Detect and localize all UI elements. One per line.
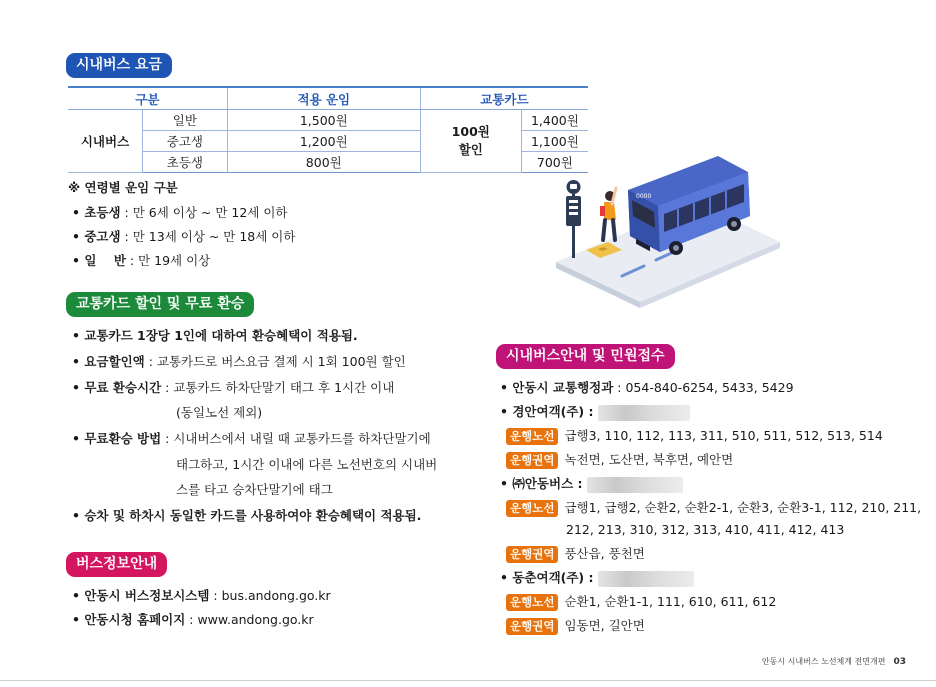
footer-title: 안동시 시내버스 노선체계 전면개편 bbox=[761, 657, 886, 666]
redacted-phone bbox=[587, 477, 683, 493]
company-name: • 경안여객(주) : bbox=[500, 404, 690, 421]
bus-info-item: • 안동시 버스정보시스템 : bus.andong.go.kr bbox=[72, 588, 331, 603]
card-info-subline: (동일노선 제외) bbox=[176, 405, 263, 420]
card-section-title: 교통카드 할인 및 무료 환승 bbox=[66, 292, 254, 317]
table-row bbox=[68, 110, 588, 131]
bus-info-link[interactable]: : bus.andong.go.kr bbox=[209, 588, 331, 603]
card-info-subline: 태그하고, 1시간 이내에 다른 노선번호의 시내버 bbox=[176, 457, 438, 472]
redacted-phone bbox=[598, 405, 690, 421]
header-category: 구분 bbox=[68, 87, 227, 110]
fare-cell: 1,500원 bbox=[227, 110, 420, 131]
guide-section-title: 시내버스안내 및 민원접수 bbox=[496, 344, 675, 369]
card-info-item: • 무료환승 방법 : 시내버스에서 내릴 때 교통카드를 하차단말기에 bbox=[72, 431, 431, 446]
table-header-row bbox=[68, 87, 588, 110]
company-name: • ㈜안동버스 : bbox=[500, 476, 683, 493]
bus-stop-icon bbox=[566, 180, 581, 258]
homepage-link[interactable]: : www.andong.go.kr bbox=[185, 612, 314, 627]
company-routes: 운행노선 급행3, 110, 112, 113, 311, 510, 511, 512, 513, 514 bbox=[506, 428, 883, 445]
company-routes: 운행노선 급행1, 급행2, 순환2, 순환2-1, 순환3, 순환3-1, 112, 210, 211, bbox=[506, 500, 921, 517]
page-footer bbox=[762, 656, 906, 667]
age-note-item: • 일 반 : 만 19세 이상 bbox=[72, 253, 211, 268]
discount-amount: 100원 bbox=[451, 124, 490, 139]
card-info-item: • 교통카드 1장당 1인에 대하여 환승혜택이 적용됨. bbox=[72, 328, 358, 343]
card-info-item: • 요금할인액 : 교통카드로 버스요금 결제 시 1회 100원 할인 bbox=[72, 354, 406, 369]
type-cell: 초등생 bbox=[143, 152, 228, 173]
company-name: • 동춘여객(주) : bbox=[500, 570, 694, 587]
type-cell: 중고생 bbox=[143, 131, 228, 152]
company-area: 운행권역 풍산읍, 풍천면 bbox=[506, 546, 645, 563]
company-area: 운행권역 녹전면, 도산면, 북후면, 예안면 bbox=[506, 452, 733, 469]
type-cell: 일반 bbox=[143, 110, 228, 131]
discount-label: 할인 bbox=[458, 142, 483, 157]
age-note-item: • 초등생 : 만 6세 이상 ~ 만 12세 이하 bbox=[72, 205, 288, 220]
category-cell: 시내버스 bbox=[68, 110, 143, 173]
fare-section-title: 시내버스 요금 bbox=[66, 53, 172, 78]
age-note-title: ※ 연령별 운임 구분 bbox=[68, 180, 178, 195]
fare-cell: 1,200원 bbox=[227, 131, 420, 152]
bus-info-item: • 안동시청 홈페이지 : www.andong.go.kr bbox=[72, 612, 314, 627]
card-info-item: • 무료 환승시간 : 교통카드 하차단말기 태그 후 1시간 이내 bbox=[72, 380, 395, 395]
company-area: 운행권역 임동면, 길안면 bbox=[506, 618, 645, 635]
page-number: 03 bbox=[893, 657, 906, 667]
company-routes: 운행노선 순환1, 순환1-1, 111, 610, 611, 612 bbox=[506, 594, 776, 611]
info-section-title: 버스정보안내 bbox=[66, 552, 167, 577]
bus-plate: 0000 bbox=[636, 193, 652, 200]
bus-stop-illustration bbox=[548, 150, 786, 310]
company-routes-cont: 212, 213, 310, 312, 313, 410, 411, 412, 413 bbox=[566, 522, 845, 537]
discount-cell bbox=[420, 110, 521, 173]
bottom-divider bbox=[0, 680, 936, 681]
card-info-item: • 승차 및 하차시 동일한 카드를 사용하여야 환승혜택이 적용됨. bbox=[72, 508, 422, 523]
guide-dept: • 안동시 교통행정과 : 054-840-6254, 5433, 5429 bbox=[500, 380, 794, 395]
card-fare-cell: 700원 bbox=[521, 152, 588, 173]
header-card: 교통카드 bbox=[420, 87, 588, 110]
fare-cell: 800원 bbox=[227, 152, 420, 173]
age-note-item: • 중고생 : 만 13세 이상 ~ 만 18세 이하 bbox=[72, 229, 296, 244]
card-fare-cell: 1,400원 bbox=[521, 110, 588, 131]
card-info-subline: 스를 타고 승차단말기에 태그 bbox=[176, 482, 333, 497]
redacted-phone bbox=[598, 571, 694, 587]
card-fare-cell: 1,100원 bbox=[521, 131, 588, 152]
header-fare: 적용 운임 bbox=[227, 87, 420, 110]
fare-table bbox=[68, 86, 588, 173]
passenger-icon bbox=[600, 188, 616, 240]
